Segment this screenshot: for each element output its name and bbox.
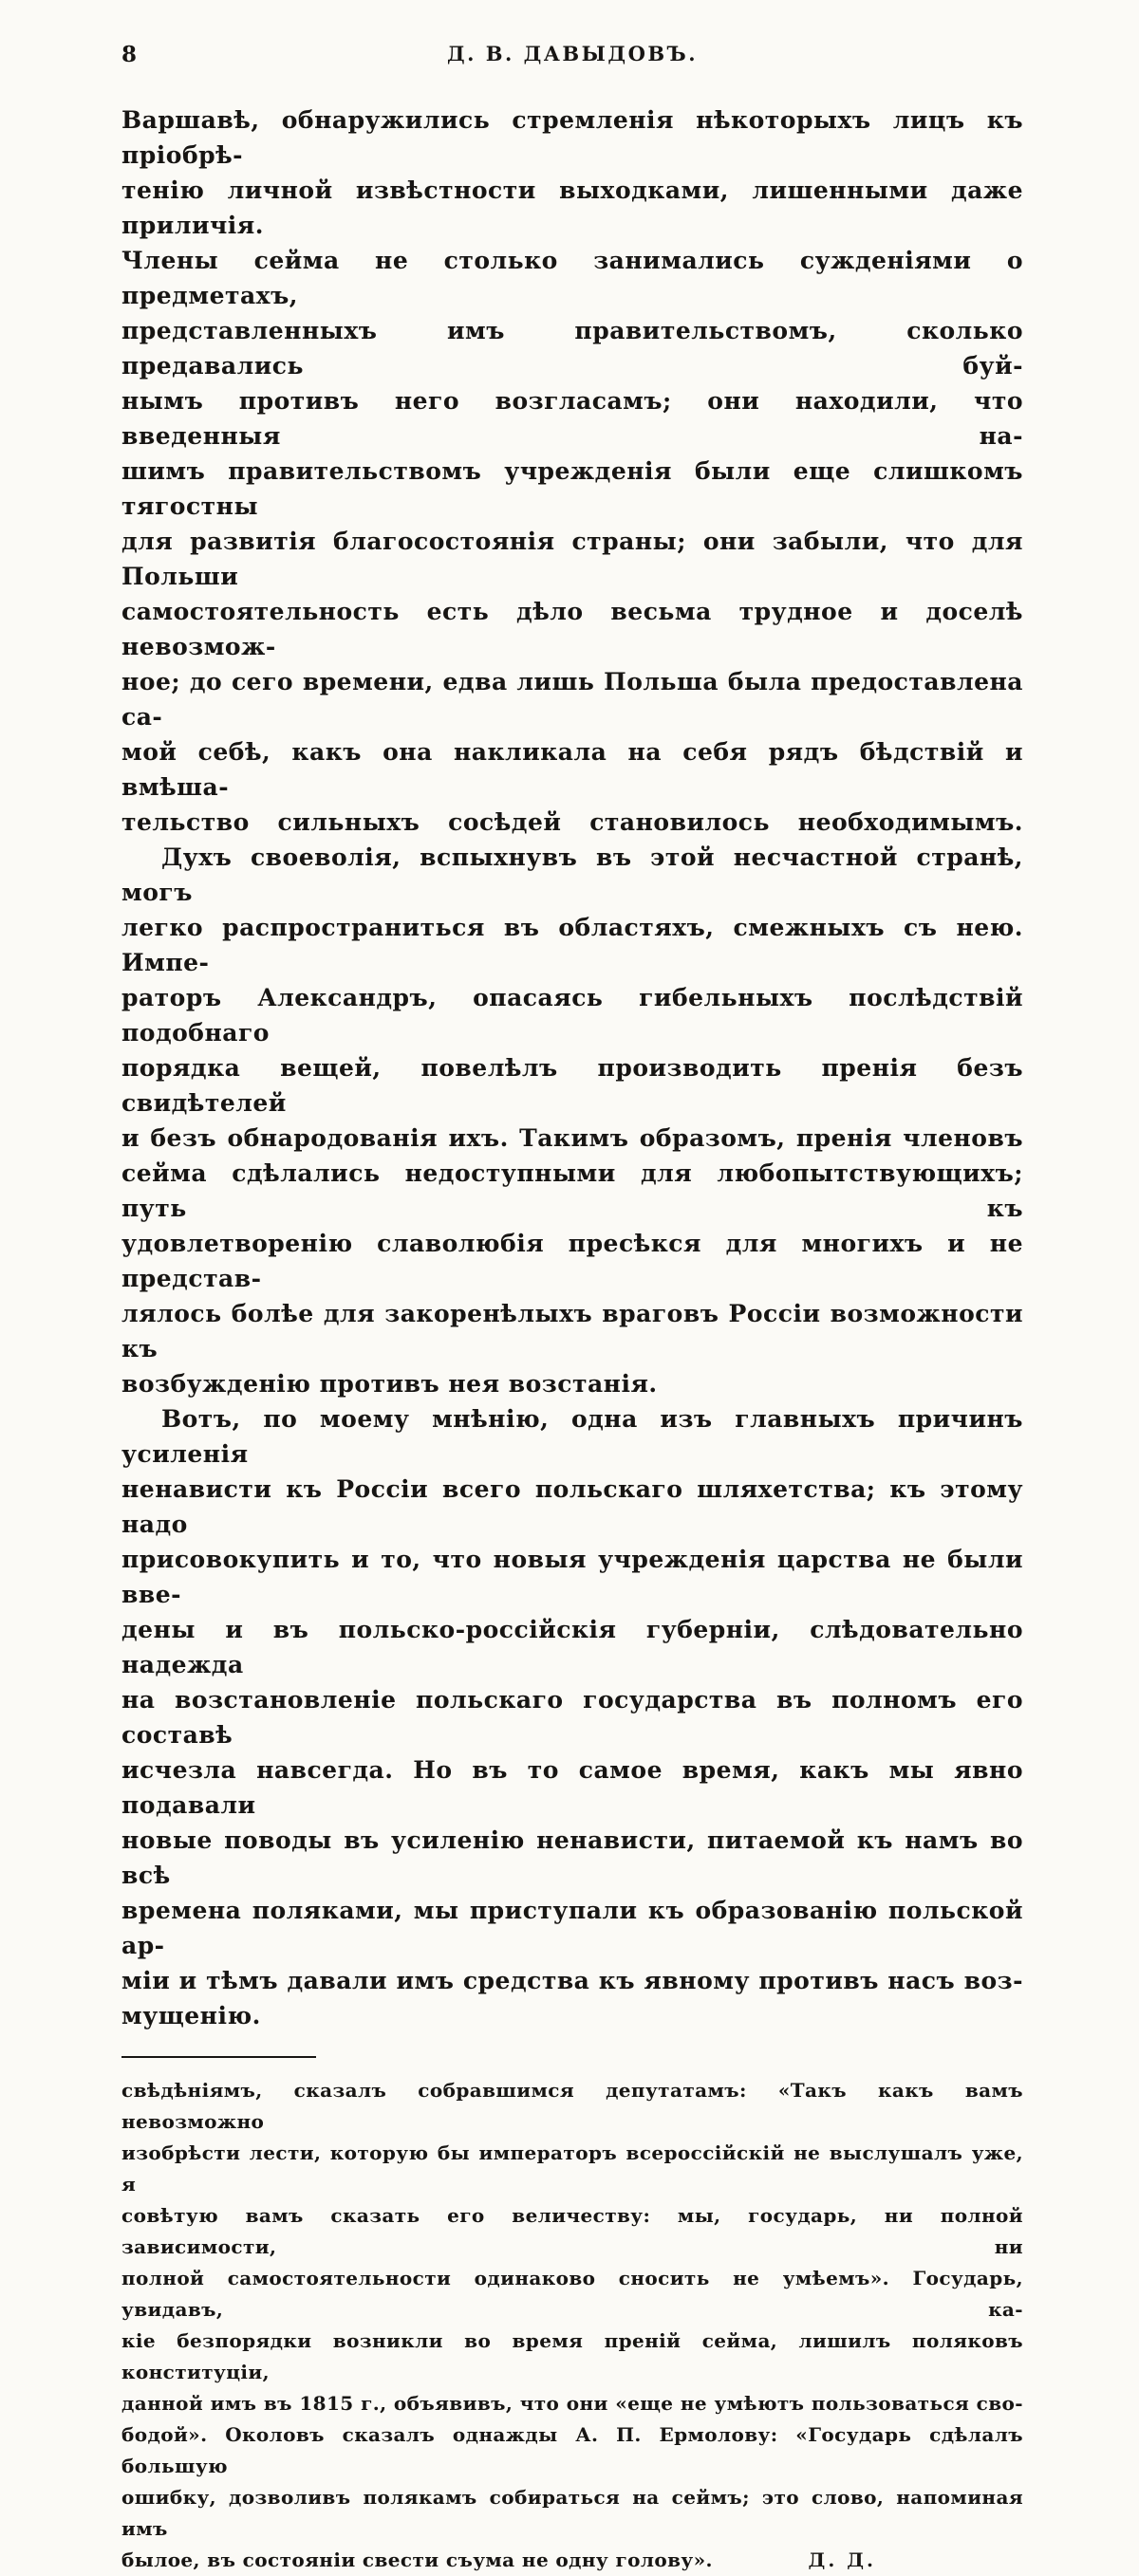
text-line: Члены сейма не столько занимались сужденіями о предметахъ, (121, 247, 1023, 309)
text-line: ненависти къ Россіи всего польскаго шляхетства; къ этому надо (121, 1475, 1023, 1538)
text-line: ошибку, дозволивъ полякамъ собираться на сеймъ; это слово, напоминая имъ (121, 2486, 1023, 2540)
footnote-lines (121, 2075, 1023, 2545)
text-line: кіе безпорядки возникли во время преній сейма, лишилъ поляковъ конституціи, (121, 2329, 1023, 2383)
text-line: тенію личной извѣстности выходками, лишенными даже приличія. (121, 176, 1023, 239)
text-line: представленныхъ имъ правительствомъ, сколько предавались буй- (121, 317, 1023, 380)
text-line: міи и тѣмъ давали имъ средства къ явному противъ насъ воз- (121, 1967, 1023, 1994)
text-line: и безъ обнародованія ихъ. Такимъ образомъ, пренія членовъ (121, 1124, 1023, 1152)
text-line: лялось болѣе для закоренѣлыхъ враговъ Россіи возможности къ (121, 1300, 1023, 1362)
text-line: исчезла навсегда. Но въ то самое время, какъ мы явно подавали (121, 1756, 1023, 1819)
text-line: дены и въ польско-россійскія губерніи, слѣдовательно надежда (121, 1616, 1023, 1678)
text-line: присовокупить и то, что новыя учрежденія царства не были вве- (121, 1546, 1023, 1608)
text-line: бодой». Околовъ сказалъ однажды А. П. Ермолову: «Государь сдѣлалъ большую (121, 2423, 1023, 2477)
text-line: совѣтую вамъ сказать его величеству: мы, государь, ни полной зависимости, ни (121, 2204, 1023, 2258)
text-line: Духъ своеволія, вспыхнувъ въ этой несчастной странѣ, могъ (121, 843, 1023, 906)
text-line: для развитія благосостоянія страны; они забыли, что для Польши (121, 528, 1023, 590)
footnote-separator-rule (121, 2056, 316, 2058)
paragraph-3 (121, 1401, 1023, 2033)
paragraph-2 (121, 840, 1023, 1401)
page-number: 8 (121, 42, 139, 67)
footnote-signature: Д. Д. (808, 2548, 876, 2571)
text-line: на возстановленіе польскаго государства въ полномъ его составѣ (121, 1686, 1023, 1749)
text-line: шимъ правительствомъ учрежденія были еще слишкомъ тягостны (121, 457, 1023, 520)
text-line: времена поляками, мы приступали къ образованію польской ар- (121, 1897, 1023, 1959)
text-line: изобрѣсти лести, которую бы императоръ всероссійскій не выслушалъ уже, я (121, 2141, 1023, 2196)
text-line: Вотъ, по моему мнѣнію, одна изъ главныхъ причинъ усиленія (121, 1405, 1023, 1468)
text-line: мой себѣ, какъ она накликала на себя рядъ бѣдствій и вмѣша- (121, 738, 1023, 801)
paragraph-1 (121, 102, 1023, 840)
text-line: легко распространиться въ областяхъ, смежныхъ съ нею. Импе- (121, 914, 1023, 976)
text-line: тельство сильныхъ сосѣдей становилось необходимымъ. (121, 808, 1023, 836)
text-line: полной самостоятельности одинаково сносить не умѣемъ». Государь, увидавъ, ка- (121, 2267, 1023, 2321)
footnote-last-line (121, 2545, 1023, 2576)
text-line: сейма сдѣлались недоступными для любопытствующихъ; путь къ (121, 1159, 1023, 1222)
running-header: Д. В. ДАВЫДОВЪ. (446, 42, 699, 65)
text-line: мущенію. (121, 2002, 261, 2029)
text-line: нымъ противъ него возгласамъ; они находили, что введенныя на- (121, 387, 1023, 450)
text-line: ное; до сего времени, едва лишь Польша была предоставлена са- (121, 668, 1023, 731)
body-text (121, 102, 1023, 2033)
text-line: Варшавѣ, обнаружились стремленія нѣкоторыхъ лицъ къ пріобрѣ- (121, 106, 1023, 169)
text-line: возбужденію противъ нея возстанія. (121, 1370, 658, 1398)
page-header (121, 42, 1023, 70)
text-line: свѣдѣніямъ, сказалъ собравшимся депутатамъ: «Такъ какъ вамъ невозможно (121, 2079, 1023, 2133)
footnote (121, 2075, 1023, 2576)
text-line: порядка вещей, повелѣлъ производить пренія безъ свидѣтелей (121, 1054, 1023, 1117)
text-line: самостоятельность есть дѣло весьма трудное и доселѣ невозмож- (121, 598, 1023, 660)
footnote-last-text: былое, въ состояніи свести съума не одну голову». (121, 2548, 713, 2571)
text-line: новые поводы въ усиленію ненависти, питаемой къ намъ во всѣ (121, 1826, 1023, 1889)
text-line: удовлетворенію славолюбія пресѣкся для многихъ и не представ- (121, 1230, 1023, 1292)
text-line: раторъ Александръ, опасаясь гибельныхъ послѣдствій подобнаго (121, 984, 1023, 1047)
text-line: данной имъ въ 1815 г., объявивъ, что они «еще не умѣютъ пользоваться сво- (121, 2392, 1023, 2415)
